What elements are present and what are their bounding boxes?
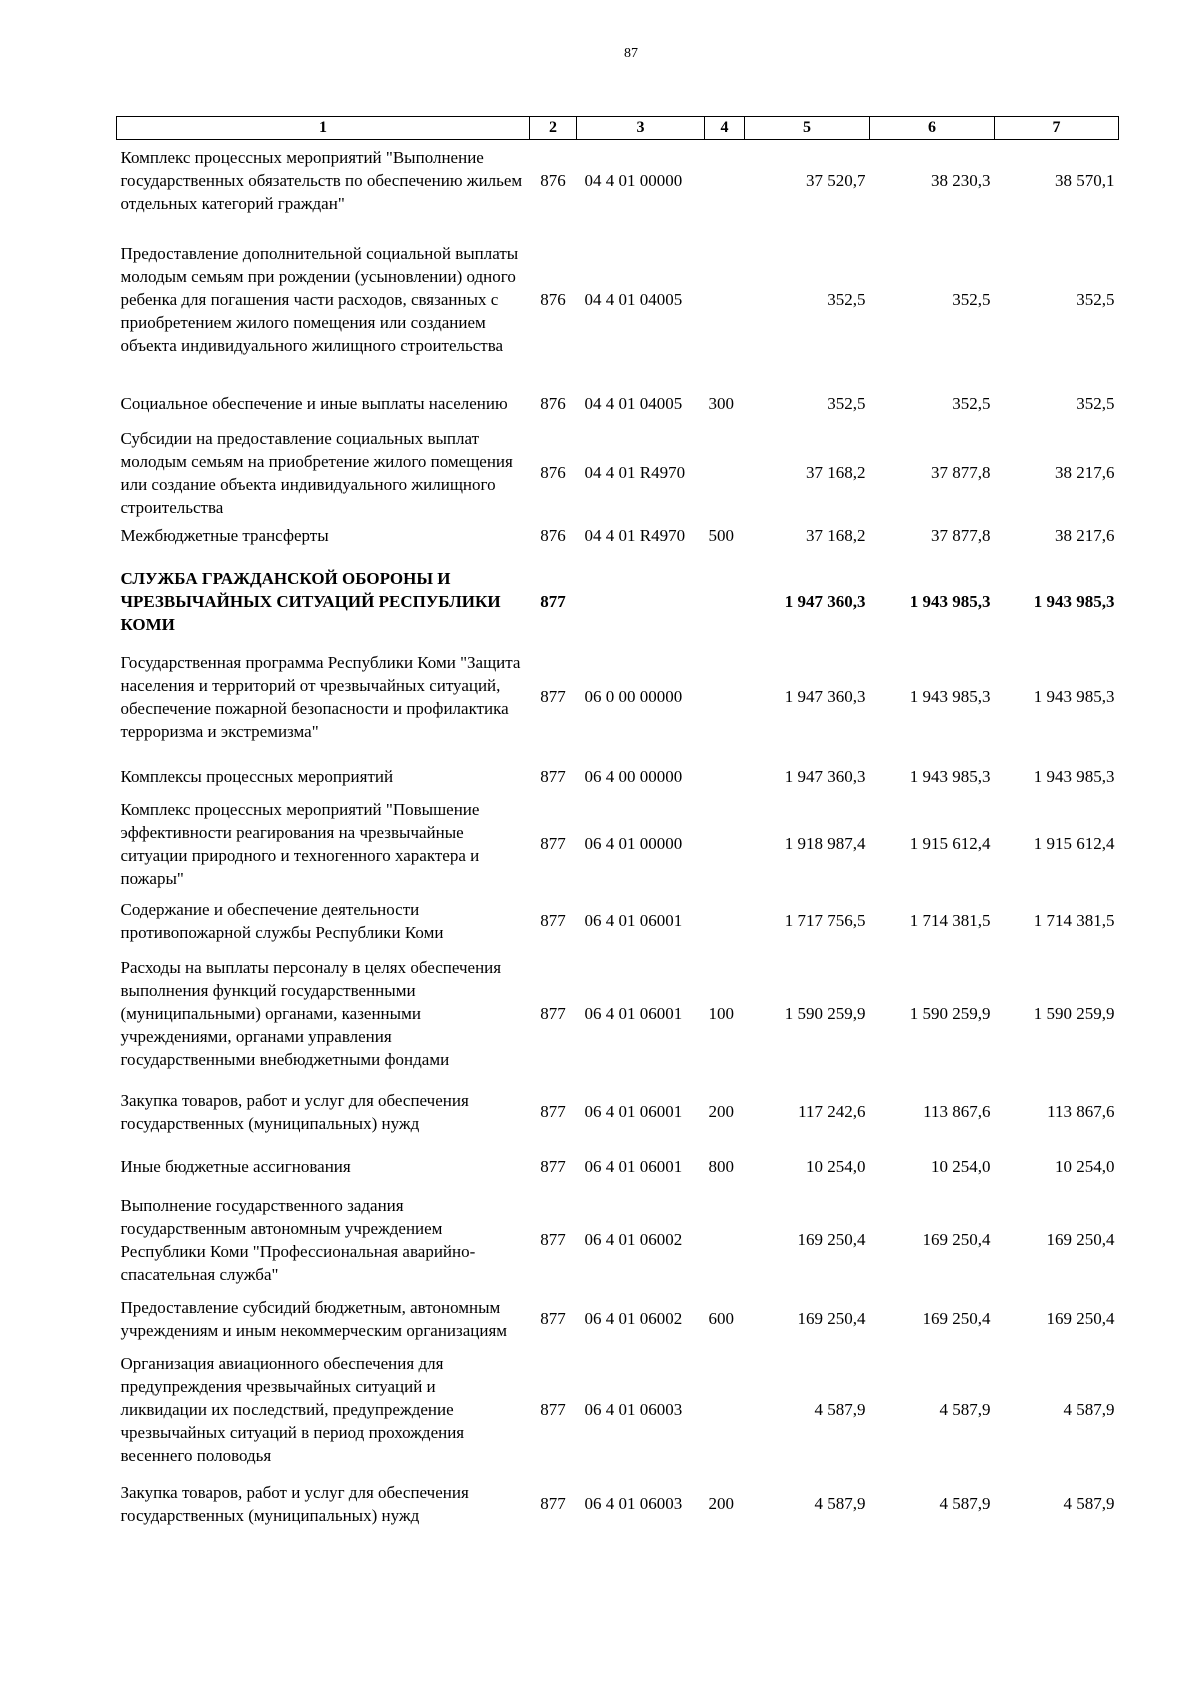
page-number: 87 [624,46,638,61]
row-value-6: 1 590 259,9 [909,1004,991,1023]
row-name: СЛУЖБА ГРАЖДАНСКОЙ ОБОРОНЫ И ЧРЕЗВЫЧАЙНЫХ СИТУАЦИЙ РЕСПУБЛИКИ КОМИ [120,568,501,634]
row-name: Комплексы процессных мероприятий [120,767,394,786]
row-value-6: 4 587,9 [939,1399,991,1419]
row-code: 877 [540,1230,566,1249]
row-value-7: 38 217,6 [1055,526,1115,545]
row-name: Предоставление субсидий бюджетным, автономным учреждениям и иным некоммерческим организациям [120,1297,508,1340]
column-header-7: 7 [995,117,1119,140]
row-name: Субсидии на предоставление социальных выплат молодым семьям на приобретение жилого помещения или создание объекта индивидуального жилищного строительства [120,428,513,517]
row-value-6: 1 714 381,5 [909,911,991,930]
row-code: 877 [540,767,566,786]
row-target-article: 06 4 01 00000 [584,834,683,853]
row-value-7: 10 254,0 [1055,1157,1115,1176]
row-value-7: 352,5 [1076,393,1115,413]
row-expense-type [705,140,745,232]
row-expense-type [705,232,745,380]
row-name: Социальное обеспечение и иные выплаты населению [120,393,508,413]
row-code: 877 [540,1399,566,1419]
row-value-6: 352,5 [952,393,991,413]
row-value-5: 1 717 756,5 [784,911,866,930]
row-expense-type [705,561,745,648]
row-expense-type: 200 [708,1494,734,1513]
row-value-7: 38 217,6 [1055,463,1115,482]
row-name: Выполнение государственного задания государственным автономным учреждением Республики Коми "Профессиональная аварийно-спасательная служба" [120,1195,476,1284]
row-value-5: 37 168,2 [806,463,866,482]
column-header-4: 4 [705,117,745,140]
row-name: Межбюджетные трансферты [120,526,329,545]
row-target-article: 06 4 01 06001 [584,1157,683,1176]
row-name: Комплекс процессных мероприятий "Повышение эффективности реагирования на чрезвычайные ситуации природного и техногенного характера и пожары" [120,799,480,888]
row-target-article: 06 4 01 06002 [584,1309,683,1328]
row-value-7: 38 570,1 [1055,171,1115,191]
row-code: 876 [540,171,566,191]
row-value-6: 1 943 985,3 [909,767,991,786]
row-value-5: 352,5 [827,290,866,309]
column-header-6: 6 [870,117,995,140]
row-value-6: 352,5 [952,290,991,309]
row-value-6: 169 250,4 [922,1230,991,1249]
row-value-6: 37 877,8 [931,463,991,482]
table-row [117,648,1119,756]
row-target-article [577,561,705,648]
row-target-article: 04 4 01 00000 [584,171,683,191]
row-value-5: 37 168,2 [806,526,866,545]
row-value-5: 37 520,7 [806,171,866,191]
row-name: Предоставление дополнительной социальной выплаты молодым семьям при рождении (усыновлении) одного ребенка для погашения части расходов, связанных с приобретением жилого помещения или созданием объекта индивидуального жилищного строительства [120,244,519,355]
row-value-5: 10 254,0 [806,1157,866,1176]
row-value-5: 1 918 987,4 [784,834,866,853]
column-header-2: 2 [530,117,577,140]
row-value-7: 1 590 259,9 [1033,1004,1115,1023]
row-target-article: 06 4 01 06001 [584,1004,683,1023]
row-code: 877 [540,687,566,706]
row-target-article: 06 4 01 06001 [584,911,683,930]
row-code: 876 [540,393,566,413]
row-target-article: 06 4 01 06001 [584,1102,683,1121]
row-value-5: 1 947 360,3 [784,767,866,786]
row-value-7: 1 943 985,3 [1033,687,1115,706]
table-row [117,519,1119,561]
table-row [117,952,1119,1084]
row-name: Закупка товаров, работ и услуг для обеспечения государственных (муниципальных) нужд [120,1090,469,1133]
row-value-7: 1 714 381,5 [1033,911,1115,930]
row-value-5: 1 947 360,3 [784,687,866,706]
row-value-6: 4 587,9 [939,1494,991,1513]
row-code: 877 [540,1004,566,1023]
row-value-6: 1 915 612,4 [909,834,991,853]
row-code: 877 [540,1102,566,1121]
row-value-5: 4 587,9 [814,1399,866,1419]
table-row [117,232,1119,380]
row-value-7: 1 943 985,3 [1033,591,1115,611]
row-name: Содержание и обеспечение деятельности противопожарной службы Республики Коми [120,899,444,942]
row-value-7: 1 943 985,3 [1033,767,1115,786]
row-value-7: 1 915 612,4 [1033,834,1115,853]
row-name: Государственная программа Республики Коми "Защита населения и территорий от чрезвычайных ситуаций, обеспечение пожарной безопасности и профилактика терроризма и экстремизма" [120,652,521,741]
row-expense-type: 600 [708,1309,734,1328]
row-value-5: 4 587,9 [814,1494,866,1513]
row-target-article: 06 4 00 00000 [584,767,683,786]
table-row [117,1146,1119,1194]
row-expense-type [705,798,745,890]
row-expense-type: 500 [708,526,734,545]
row-code: 877 [540,1309,566,1328]
row-value-7: 4 587,9 [1063,1494,1115,1513]
row-expense-type: 800 [708,1157,734,1176]
row-value-6: 1 943 985,3 [909,687,991,706]
table-row [117,1194,1119,1286]
row-expense-type [705,648,745,756]
row-target-article: 04 4 01 04005 [584,393,683,413]
row-name: Комплекс процессных мероприятий "Выполнение государственных обязательств по обеспечению жильем отдельных категорий граждан" [120,148,523,214]
row-target-article: 04 4 01 04005 [584,290,683,309]
row-name: Закупка товаров, работ и услуг для обеспечения государственных (муниципальных) нужд [120,1482,469,1525]
row-expense-type [705,427,745,519]
row-value-5: 352,5 [827,393,866,413]
row-expense-type: 100 [708,1004,734,1023]
row-value-5: 169 250,4 [797,1309,866,1328]
row-code: 877 [540,1494,566,1513]
table-row [117,1352,1119,1475]
row-expense-type [705,1194,745,1286]
row-value-6: 169 250,4 [922,1309,991,1328]
row-target-article: 06 4 01 06002 [584,1230,683,1249]
table-body [117,140,1119,1541]
row-target-article: 06 4 01 06003 [584,1399,683,1419]
table-row [117,1286,1119,1352]
row-name: Организация авиационного обеспечения для предупреждения чрезвычайных ситуаций и ликвидации их последствий, предупреждение чрезвычайных ситуаций в период прохождения весеннего половодья [120,1353,465,1465]
column-header-1: 1 [117,117,530,140]
row-name: Иные бюджетные ассигнования [120,1157,351,1176]
row-value-5: 1 590 259,9 [784,1004,866,1023]
row-target-article: 06 4 01 06003 [584,1494,683,1513]
row-value-5: 117 242,6 [798,1102,866,1121]
row-value-5: 1 947 360,3 [784,591,866,611]
table-row [117,1475,1119,1541]
row-name: Расходы на выплаты персоналу в целях обеспечения выполнения функций государственными (муниципальными) органами, казенными учреждениями, органами управления государственными внебюджетными фондами [120,958,502,1069]
row-value-7: 352,5 [1076,290,1115,309]
row-value-5: 169 250,4 [797,1230,866,1249]
table-row [117,140,1119,232]
row-code: 877 [540,1157,566,1176]
table-row [117,561,1119,648]
row-code: 876 [540,526,566,545]
row-value-6: 37 877,8 [931,526,991,545]
row-target-article: 06 0 00 00000 [584,687,683,706]
row-value-7: 4 587,9 [1063,1399,1115,1419]
table-row [117,1084,1119,1146]
row-value-6: 113 867,6 [923,1102,991,1121]
table-row [117,756,1119,798]
row-value-6: 1 943 985,3 [909,591,991,611]
table-row [117,798,1119,890]
row-code: 877 [540,591,566,611]
row-expense-type: 200 [708,1102,734,1121]
budget-table [116,116,1119,1541]
table-row [117,890,1119,952]
row-target-article: 04 4 01 R4970 [584,463,686,482]
row-code: 876 [540,290,566,309]
row-value-7: 169 250,4 [1046,1309,1115,1328]
row-target-article: 04 4 01 R4970 [584,526,686,545]
row-expense-type: 300 [708,393,734,413]
row-value-6: 10 254,0 [931,1157,991,1176]
row-expense-type [705,756,745,798]
row-value-7: 169 250,4 [1046,1230,1115,1249]
row-code: 877 [540,834,566,853]
row-code: 876 [540,463,566,482]
table-row [117,380,1119,427]
column-header-3: 3 [577,117,705,140]
row-value-7: 113 867,6 [1047,1102,1115,1121]
table-header [117,117,1119,140]
table-row [117,427,1119,519]
row-expense-type [705,1352,745,1475]
column-header-5: 5 [745,117,870,140]
row-code: 877 [540,911,566,930]
row-expense-type [705,890,745,952]
row-value-6: 38 230,3 [931,171,991,191]
